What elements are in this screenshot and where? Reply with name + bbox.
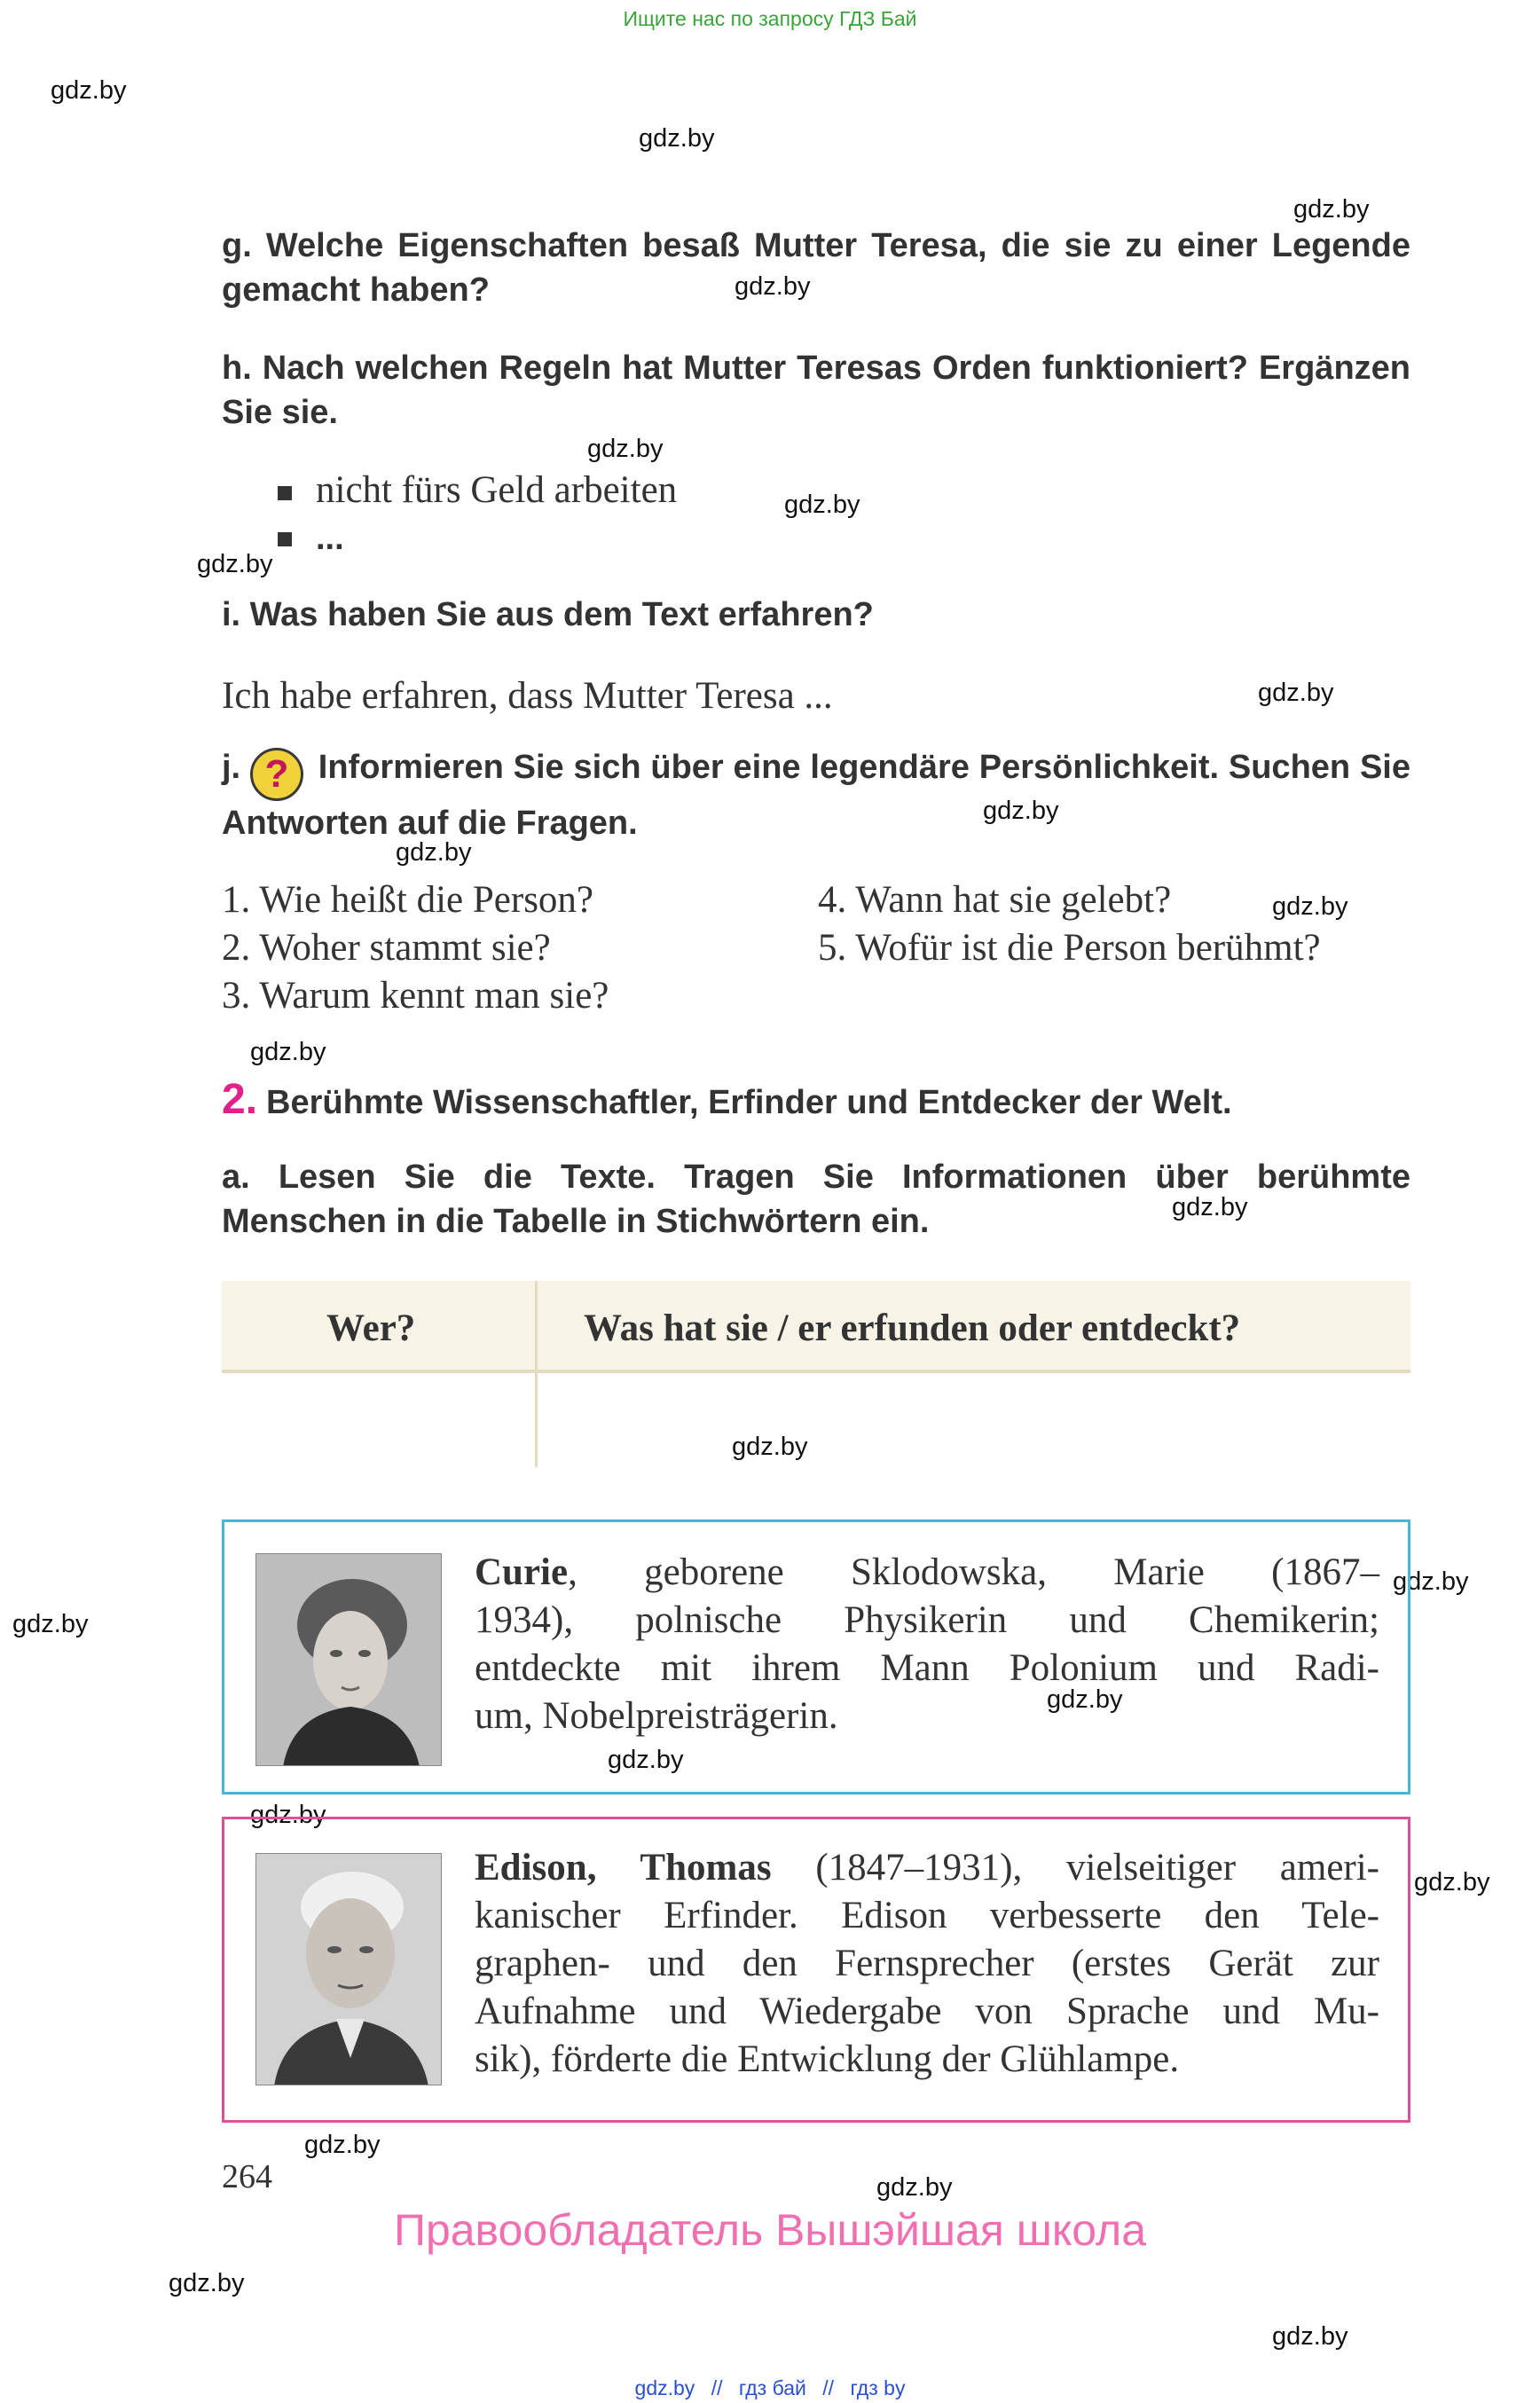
watermark: gdz.by bbox=[1414, 1868, 1490, 1896]
watermark: gdz.by bbox=[1393, 1567, 1469, 1596]
watermark: gdz.by bbox=[639, 124, 715, 153]
watermark: gdz.by bbox=[304, 2131, 381, 2159]
curie-text bbox=[475, 1549, 1379, 1740]
edison-line: kanischer Erfinder. Edison verbesserte den Tele- bbox=[475, 1895, 1379, 1936]
task-a: a. Lesen Sie die Texte. Tragen Sie Informationen über berühmte Menschen in die Tabelle in Stichwörtern ein. bbox=[222, 1158, 1410, 1240]
watermark: gdz.by bbox=[1047, 1685, 1123, 1714]
task-i: i. Was haben Sie aus dem Text erfahren? bbox=[222, 596, 874, 633]
task-g: g. Welche Eigenschaften besaß Mutter Teresa, die sie zu einer Legende gemacht haben? bbox=[222, 227, 1410, 309]
curie-line: 1934), polnische Physikerin und Chemikerin; bbox=[475, 1599, 1379, 1641]
watermark: gdz.by bbox=[732, 1433, 808, 1461]
watermark: gdz.by bbox=[587, 435, 664, 463]
watermark: gdz.by bbox=[876, 2173, 953, 2202]
bullet-square-icon bbox=[278, 532, 292, 546]
edison-line: sik), förderte die Entwicklung der Glühlampe. bbox=[475, 2038, 1180, 2080]
watermark: gdz.by bbox=[608, 1746, 684, 1774]
watermark: gdz.by bbox=[250, 1801, 326, 1829]
footer-links bbox=[0, 2376, 1540, 2400]
exercise-2-heading bbox=[222, 1075, 1232, 1124]
rule-item: ... bbox=[316, 520, 344, 557]
curie-name: Curie bbox=[475, 1551, 569, 1593]
top-banner[interactable]: Ищите нас по запросу ГДЗ Бай bbox=[623, 7, 917, 30]
footer-separator: // bbox=[711, 2376, 723, 2399]
curie-portrait bbox=[255, 1553, 442, 1766]
edison-text bbox=[475, 1844, 1379, 2084]
question-item: 3. Warum kennt man sie? bbox=[222, 975, 609, 1017]
page-number: 264 bbox=[222, 2158, 272, 2195]
curie-info-box bbox=[222, 1520, 1410, 1794]
edison-line: Aufnahme und Wiedergabe von Sprache und Mu- bbox=[475, 1991, 1379, 2032]
curie-line: um, Nobelpreisträgerin. bbox=[475, 1695, 838, 1737]
footer-separator: // bbox=[822, 2376, 835, 2399]
curie-line: entdeckte mit ihrem Mann Polonium und Radi- bbox=[475, 1647, 1379, 1689]
question-mark-icon: ? bbox=[250, 748, 303, 801]
footer-link[interactable]: гдз бай bbox=[738, 2376, 806, 2399]
task-j-text: Informieren Sie sich über eine legendäre Persönlichkeit. Suchen Sie Antworten auf die Fragen. bbox=[222, 749, 1410, 842]
edison-portrait bbox=[255, 1853, 442, 2085]
footer-link[interactable]: гдз by bbox=[850, 2376, 906, 2399]
watermark: gdz.by bbox=[735, 272, 811, 301]
watermark: gdz.by bbox=[51, 76, 127, 105]
question-item: 4. Wann hat sie gelebt? bbox=[818, 879, 1172, 921]
bullet-square-icon bbox=[278, 486, 292, 500]
edison-line: Edison, Thomas (1847–1931), vielseitiger ameri- bbox=[475, 1847, 1379, 1889]
footer-link[interactable]: gdz.by bbox=[634, 2376, 695, 2399]
edison-name: Edison, Thomas bbox=[475, 1847, 772, 1889]
question-item: 2. Woher stammt sie? bbox=[222, 927, 551, 969]
table-header-what: Was hat sie / er erfunden oder entdeckt? bbox=[584, 1308, 1241, 1349]
watermark: gdz.by bbox=[784, 491, 860, 519]
question-item: 1. Wie heißt die Person? bbox=[222, 879, 594, 921]
watermark: gdz.by bbox=[1272, 892, 1348, 921]
answer-start: Ich habe erfahren, dass Mutter Teresa ... bbox=[222, 675, 833, 717]
watermark: gdz.by bbox=[12, 1610, 89, 1638]
watermark: gdz.by bbox=[983, 797, 1059, 825]
task-j-letter: j. bbox=[222, 749, 241, 786]
watermark: gdz.by bbox=[169, 2269, 245, 2297]
table-header-who: Wer? bbox=[326, 1308, 416, 1349]
task-j bbox=[222, 745, 1410, 845]
curie-line: Curie, geborene Sklodowska, Marie (1867– bbox=[475, 1551, 1379, 1593]
edison-line: graphen- und den Fernsprecher (erstes Gerät zur bbox=[475, 1943, 1379, 1984]
edison-info-box bbox=[222, 1817, 1410, 2123]
rights-holder: Правообладатель Вышэйшая школа bbox=[394, 2205, 1146, 2255]
watermark: gdz.by bbox=[1172, 1193, 1248, 1221]
watermark: gdz.by bbox=[197, 550, 273, 578]
task-h: h. Nach welchen Regeln hat Mutter Teresas Orden funktioniert? Ergänzen Sie sie. bbox=[222, 349, 1410, 431]
table-divider bbox=[535, 1281, 538, 1467]
watermark: gdz.by bbox=[1258, 679, 1334, 707]
watermark: gdz.by bbox=[1293, 195, 1370, 224]
watermark: gdz.by bbox=[250, 1038, 326, 1066]
watermark: gdz.by bbox=[396, 838, 472, 867]
question-item: 5. Wofür ist die Person berühmt? bbox=[818, 927, 1321, 969]
exercise-title: Berühmte Wissenschaftler, Erfinder und Entdecker der Welt. bbox=[266, 1084, 1232, 1121]
rule-item: nicht fürs Geld arbeiten bbox=[316, 469, 678, 511]
exercise-number: 2. bbox=[222, 1076, 258, 1123]
watermark: gdz.by bbox=[1272, 2322, 1348, 2351]
